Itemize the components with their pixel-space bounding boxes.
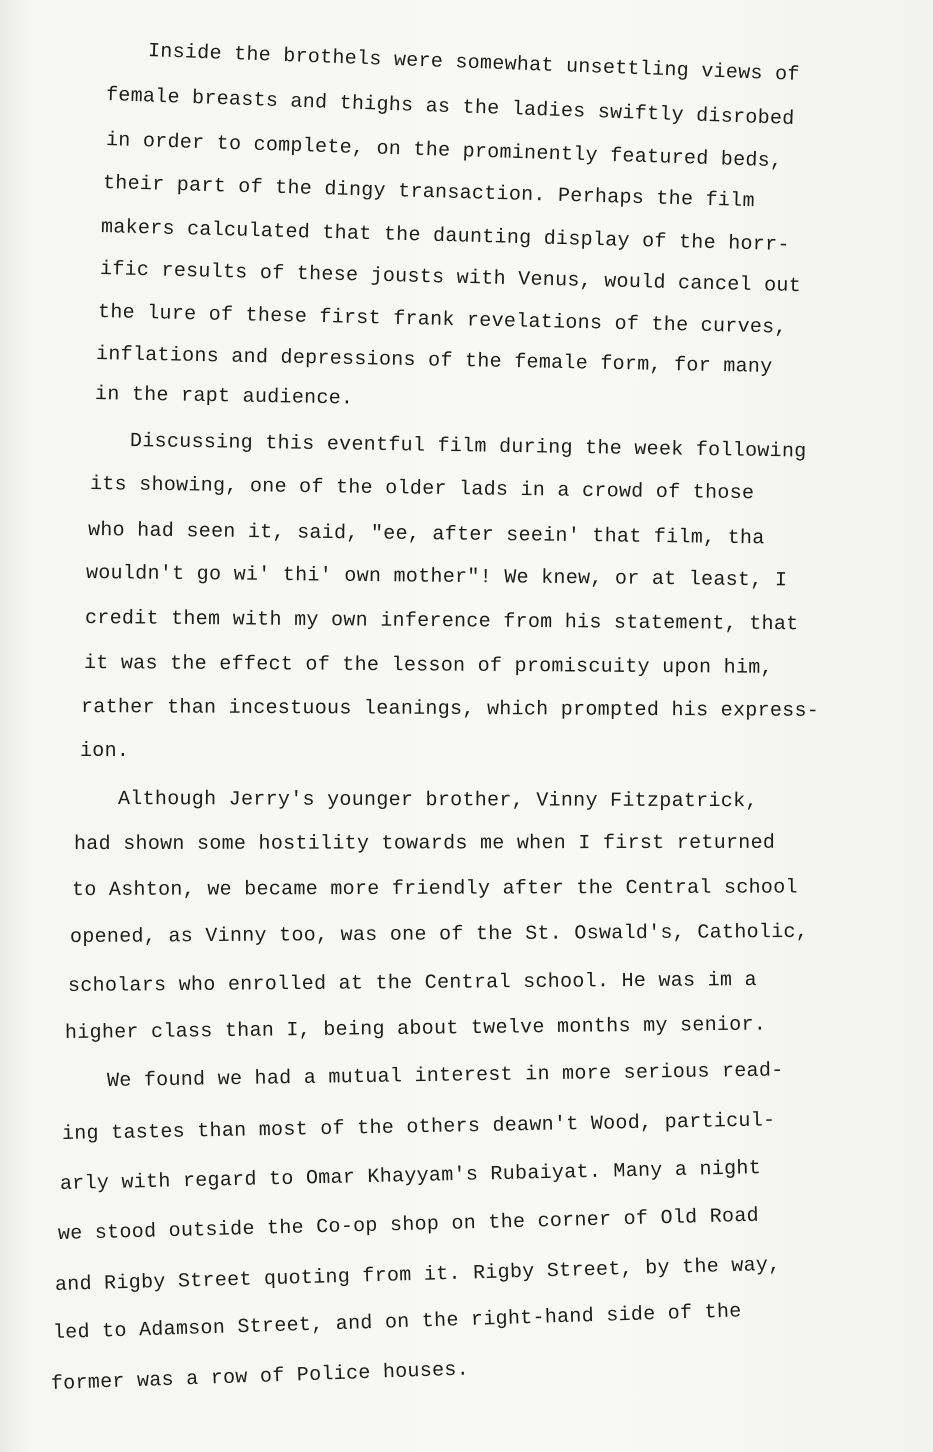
text-line: credit them with my own inference from his statement, that — [84, 607, 799, 637]
text-line: led to Adamson Street, and on the right-hand side of the — [52, 1300, 742, 1345]
text-line: inflations and depressions of the female form, for many — [95, 343, 773, 379]
text-line: female breasts and thighs as the ladies swiftly disrobed — [105, 84, 795, 132]
text-line: their part of the dingy transaction. Perhaps the film — [102, 172, 756, 214]
text-line: rather than incestuous leanings, which prompted his express- — [80, 696, 820, 723]
text-line: ion. — [80, 740, 130, 763]
text-line: We found we had a mutual interest in more serious read- — [106, 1059, 784, 1093]
text-line: Discussing this eventful film during the week following — [129, 430, 807, 464]
text-line: wouldn't go wi' thi' own mother"! We knew, or at least, I — [85, 562, 788, 593]
text-line: in the rapt audience. — [94, 383, 354, 411]
text-line: to Ashton, we became more friendly after the Central school — [71, 876, 798, 902]
text-line: in order to complete, on the prominently featured beds, — [105, 129, 783, 174]
text-line: had shown some hostility towards me when I first returned — [73, 831, 776, 856]
text-line: and Rigby Street quoting from it. Rigby Street, by the way, — [54, 1253, 781, 1297]
text-line: who had seen it, said, "ee, after seein' that film, tha — [87, 519, 765, 551]
text-line: ing tastes than most of the others deawn't Wood, particul- — [61, 1109, 776, 1146]
text-line: scholars who enrolled at the Central school. He was im a — [67, 968, 757, 998]
text-line: higher class than I, being about twelve months my senior. — [64, 1013, 767, 1045]
text-line: ific results of these jousts with Venus, would cancel out — [99, 258, 802, 299]
text-line: its showing, one of the older lads in a crowd of those — [89, 473, 755, 506]
text-line: Although Jerry's younger brother, Vinny Fitzpatrick, — [117, 788, 758, 814]
text-line: it was the effect of the lesson of promiscuity upon him, — [83, 652, 773, 680]
text-line: the lure of these first frank revelations of the curves, — [97, 301, 788, 340]
text-line: former was a row of Police houses. — [50, 1358, 470, 1396]
text-line: opened, as Vinny too, was one of the St. Oswald's, Catholic, — [69, 920, 809, 949]
text-line: makers calculated that the daunting display of the horr- — [100, 216, 790, 258]
text-line: Inside the brothels were somewhat unsettling views of — [147, 40, 801, 87]
text-line: we stood outside the Co-op shop on the corner of Old Road — [57, 1204, 760, 1246]
text-line: arly with regard to Omar Khayyam's Rubaiyat. Many a night — [59, 1157, 762, 1196]
